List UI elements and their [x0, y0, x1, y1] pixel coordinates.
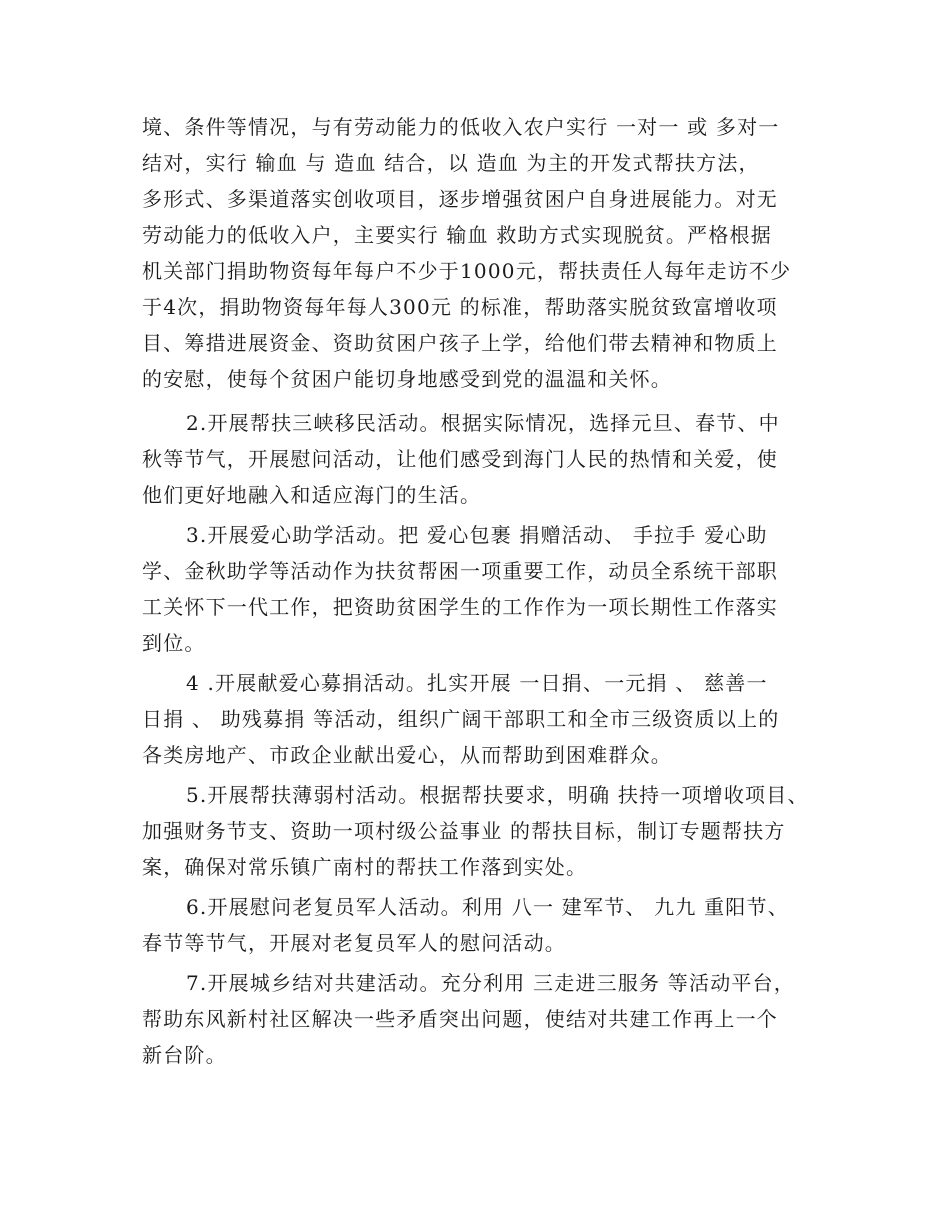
text-line: 工关怀下一代工作，把资助贫困学生的工作作为一项长期性工作落实 [142, 595, 778, 619]
text-line: 于4次，捐助物资每年每人300元 的标准，帮助落实脱贫致富增收项 [142, 295, 778, 319]
text-line: 各类房地产、市政企业献出爱心，从而帮助到困难群众。 [142, 743, 672, 767]
text-line: 的安慰，使每个贫困户能切身地感受到党的温温和关怀。 [142, 367, 672, 391]
paragraph-5-start: 5.开展帮扶薄弱村活动。根据帮扶要求，明确 扶持一项增收项目、 [186, 783, 809, 807]
paragraph-3-start: 3.开展爱心助学活动。把 爱心包裹 捐赠活动、 手拉手 爱心助 [186, 523, 768, 547]
text-line: 春节等节气，开展对老复员军人的慰问活动。 [142, 931, 566, 955]
paragraph-6-start: 6.开展慰问老复员军人活动。利用 八一 建军节、 九九 重阳节、 [186, 895, 789, 919]
text-line: 境、条件等情况，与有劳动能力的低收入农户实行 一对一 或 多对一 [142, 115, 780, 139]
paragraph-7-start: 7.开展城乡结对共建活动。充分利用 三走进三服务 等活动平台， [186, 971, 795, 995]
text-line: 日捐 、 助残募捐 等活动，组织广阔干部职工和全市三级资质以上的 [142, 707, 780, 731]
text-line: 结对，实行 输血 与 造血 结合，以 造血 为主的开发式帮扶方法， [142, 151, 760, 175]
paragraph-4-start: 4 .开展献爱心募捐活动。扎实开展 一日捐、一元捐 、 慈善一 [186, 671, 768, 695]
text-line: 到位。 [142, 631, 206, 655]
text-line: 新台阶。 [142, 1043, 227, 1067]
text-line: 案，确保对常乐镇广南村的帮扶工作落到实处。 [142, 855, 588, 879]
text-line: 秋等节气，开展慰问活动，让他们感受到海门人民的热情和关爱，使 [142, 447, 778, 471]
text-line: 目、筹措进展资金、资助贫困户孩子上学，给他们带去精神和物质上 [142, 331, 778, 355]
text-line: 帮助东风新村社区解决一些矛盾突出问题，使结对共建工作再上一个 [142, 1007, 778, 1031]
text-line: 机关部门捐助物资每年每户不少于1000元，帮扶责任人每年走访不少 [142, 259, 792, 283]
text-line: 学、金秋助学等活动作为扶贫帮困一项重要工作，动员全系统干部职 [142, 559, 778, 583]
text-line: 劳动能力的低收入户，主要实行 输血 救助方式实现脱贫。严格根据 [142, 223, 772, 247]
paragraph-2-start: 2.开展帮扶三峡移民活动。根据实际情况，选择元旦、春节、中 [186, 411, 780, 435]
text-line: 多形式、多渠道落实创收项目，逐步增强贫困户自身进展能力。对无 [142, 187, 778, 211]
text-line: 加强财务节支、资助一项村级公益事业 的帮扶目标，制订专题帮扶方 [142, 819, 786, 843]
text-line: 他们更好地融入和适应海门的生活。 [142, 483, 482, 507]
